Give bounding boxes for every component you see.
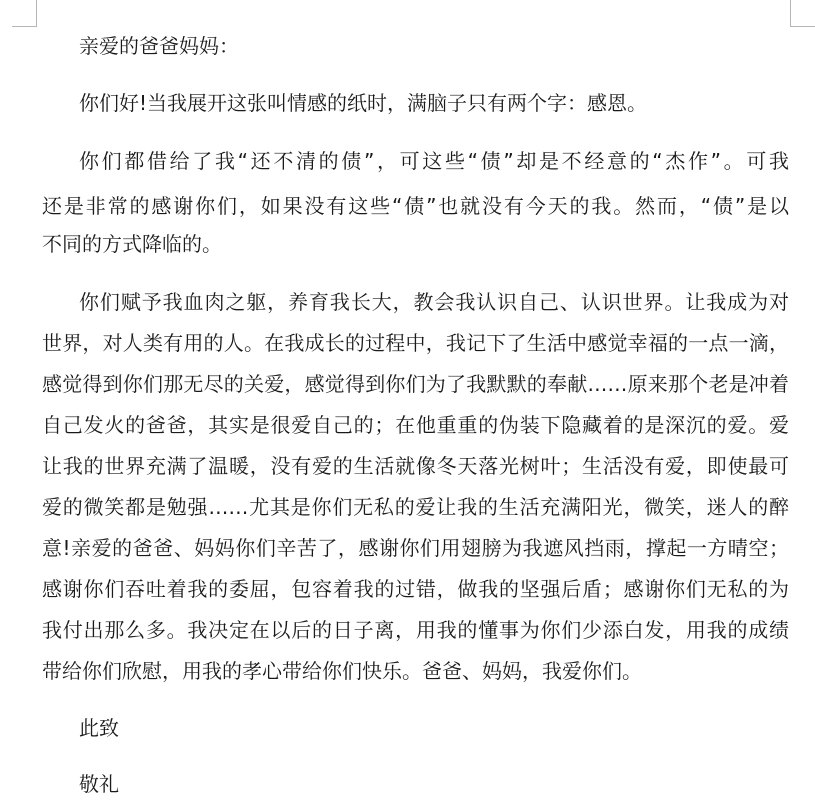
- closing-line-1: 此致: [79, 716, 119, 740]
- paragraph-line: 你们都借给了我“还不清的债”，可这些“债”却是不经意的“杰作”。可我: [79, 149, 789, 173]
- paragraph-line: 感觉得到你们那无尽的关爱，感觉得到你们为了我默默的奉献……原来那个老是冲着: [42, 372, 789, 396]
- salutation: 亲爱的爸爸妈妈：: [79, 34, 239, 58]
- paragraph-line: 还是非常的感谢你们，如果没有这些“债”也就没有今天的我。然而，“债”是以: [42, 194, 789, 218]
- closing-line-2: 敬礼: [79, 772, 119, 796]
- page-corner-mark-right: [790, 0, 815, 27]
- paragraph-line: 带给你们欣慰，用我的孝心带给你们快乐。爸爸、妈妈，我爱你们。: [42, 659, 642, 683]
- paragraph-line: 自己发火的爸爸，其实是很爱自己的；在他重重的伪装下隐藏着的是深沉的爱。爱: [42, 413, 789, 437]
- paragraph-line: 感谢你们吞吐着我的委屈，包容着我的过错，做我的坚强后盾；感谢你们无私的为: [42, 577, 789, 601]
- paragraph-line: 世界，对人类有用的人。在我成长的过程中，我记下了生活中感觉幸福的一点一滴，: [42, 331, 789, 355]
- paragraph-line: 不同的方式降临的。: [42, 232, 222, 256]
- paragraph-line: 爱的微笑都是勉强……尤其是你们无私的爱让我的生活充满阳光，微笑，迷人的醉: [42, 495, 789, 519]
- paragraph-line: 意!亲爱的爸爸、妈妈你们辛苦了，感谢你们用翅膀为我遮风挡雨，撑起一方晴空；: [42, 536, 789, 560]
- page-corner-mark-left: [12, 0, 37, 27]
- greeting-paragraph: 你们好!当我展开这张叫情感的纸时，满脑子只有两个字：感恩。: [79, 91, 648, 115]
- paragraph-line: 我付出那么多。我决定在以后的日子离，用我的懂事为你们少添白发，用我的成绩: [42, 618, 789, 642]
- paragraph-line: 让我的世界充满了温暖，没有爱的生活就像冬天落光树叶；生活没有爱，即使最可: [42, 454, 789, 478]
- paragraph-line: 你们赋予我血肉之躯，养育我长大，教会我认识自己、认识世界。让我成为对: [79, 290, 789, 314]
